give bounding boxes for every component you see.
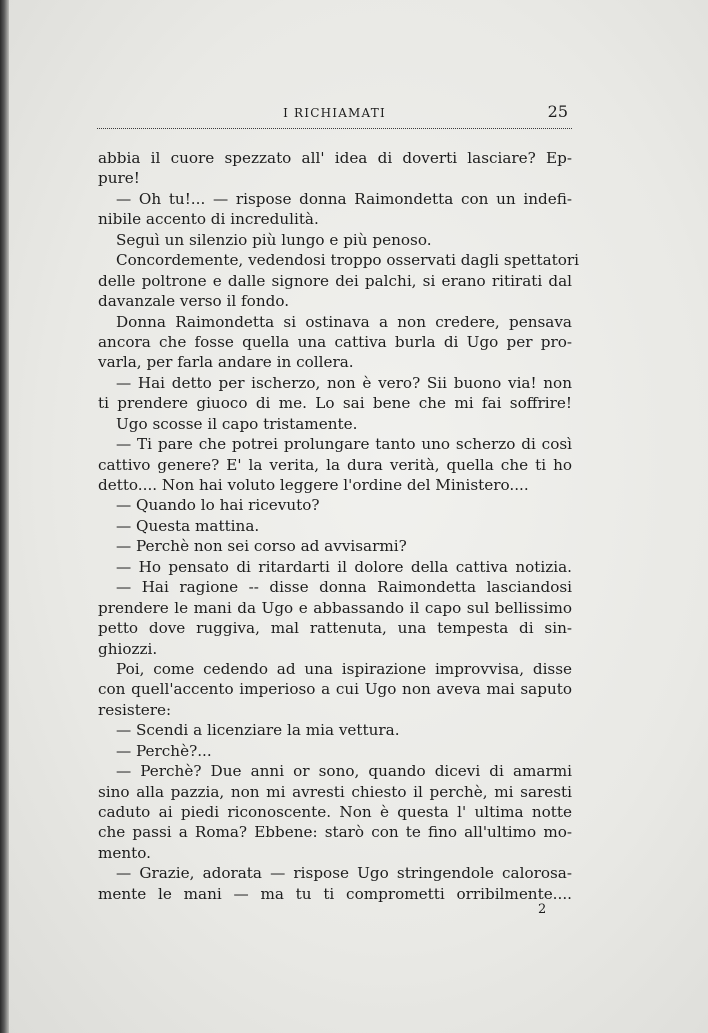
text-line: prendere le mani da Ugo e abbassando il capo sul bellissimo [98, 598, 572, 617]
body-text [98, 148, 579, 904]
text-line: ti prendere giuoco di me. Lo sai bene che mi fai soffrire! [98, 394, 572, 413]
text-line: — Perchè? Due anni or sono, quando dicevi di amarmi [116, 762, 572, 781]
text-line: — Oh tu!... — rispose donna Raimondetta con un indefi- [116, 189, 572, 208]
text-line: — Hai ragione -- disse donna Raimondetta lasciandosi [116, 578, 572, 597]
text-line: che passi a Roma? Ebbene: starò con te fino all'ultimo mo- [98, 823, 572, 842]
text-line: petto dove ruggiva, mal rattenuta, una tempesta di sin- [98, 619, 572, 638]
text-line: pure! [98, 169, 140, 188]
text-line: — Hai detto per ischerzo, non è vero? Sii buono via! non [116, 373, 572, 392]
text-line: delle poltrone e dalle signore dei palchi, si erano ritirati dal [98, 271, 572, 290]
text-line: mente le mani — ma tu ti comprometti orribilmente.... [98, 884, 572, 903]
text-line: varla, per farla andare in collera. [98, 353, 354, 372]
book-spine-shadow [0, 0, 9, 1033]
text-line: ghiozzi. [98, 639, 158, 658]
text-line: — Perchè non sei corso ad avvisarmi? [116, 537, 407, 556]
text-line: mento. [98, 843, 151, 862]
text-line: — Ho pensato di ritardarti il dolore della cattiva notizia. [116, 557, 572, 576]
text-line: nibile accento di incredulità. [98, 210, 319, 229]
page-header [97, 100, 572, 130]
text-line: — Questa mattina. [116, 516, 260, 535]
running-title: I RICHIAMATI [283, 106, 386, 120]
text-line: — Perchè?... [116, 741, 212, 760]
text-line: Donna Raimondetta si ostinava a non credere, pensava [116, 312, 572, 331]
text-line: resistere: [98, 700, 172, 719]
text-line: sino alla pazzia, non mi avresti chiesto il perchè, mi saresti [98, 782, 572, 801]
text-line: Poi, come cedendo ad una ispirazione improvvisa, disse [116, 659, 572, 678]
signature-mark: 2 [538, 902, 547, 917]
text-line: cattivo genere? E' la verita, la dura verità, quella che ti ho [98, 455, 572, 474]
text-line: Ugo scosse il capo tristamente. [116, 414, 358, 433]
text-line: — Grazie, adorata — rispose Ugo stringendole calorosa- [116, 864, 572, 883]
text-line: abbia il cuore spezzato all' idea di doverti lasciare? Ep- [98, 149, 572, 167]
text-line: Seguì un silenzio più lungo e più penoso. [116, 230, 432, 249]
text-line: — Scendi a licenziare la mia vettura. [116, 721, 400, 740]
text-line: — Ti pare che potrei prolungare tanto uno scherzo di così [116, 435, 572, 454]
text-line: davanzale verso il fondo. [98, 292, 290, 311]
text-line: detto.... Non hai voluto leggere l'ordine del Ministero.... [98, 476, 529, 494]
text-line: ancora che fosse quella una cattiva burla di Ugo per pro- [98, 332, 572, 351]
text-line: — Quando lo hai ricevuto? [116, 496, 320, 515]
page-number: 25 [547, 102, 568, 121]
text-line: caduto ai piedi riconoscente. Non è questa l' ultima notte [98, 803, 572, 821]
text-line: Concordemente, vedendosi troppo osservati dagli spettatori [116, 251, 579, 270]
header-rule [97, 128, 572, 129]
text-line: con quell'accento imperioso a cui Ugo non aveva mai saputo [98, 680, 572, 699]
